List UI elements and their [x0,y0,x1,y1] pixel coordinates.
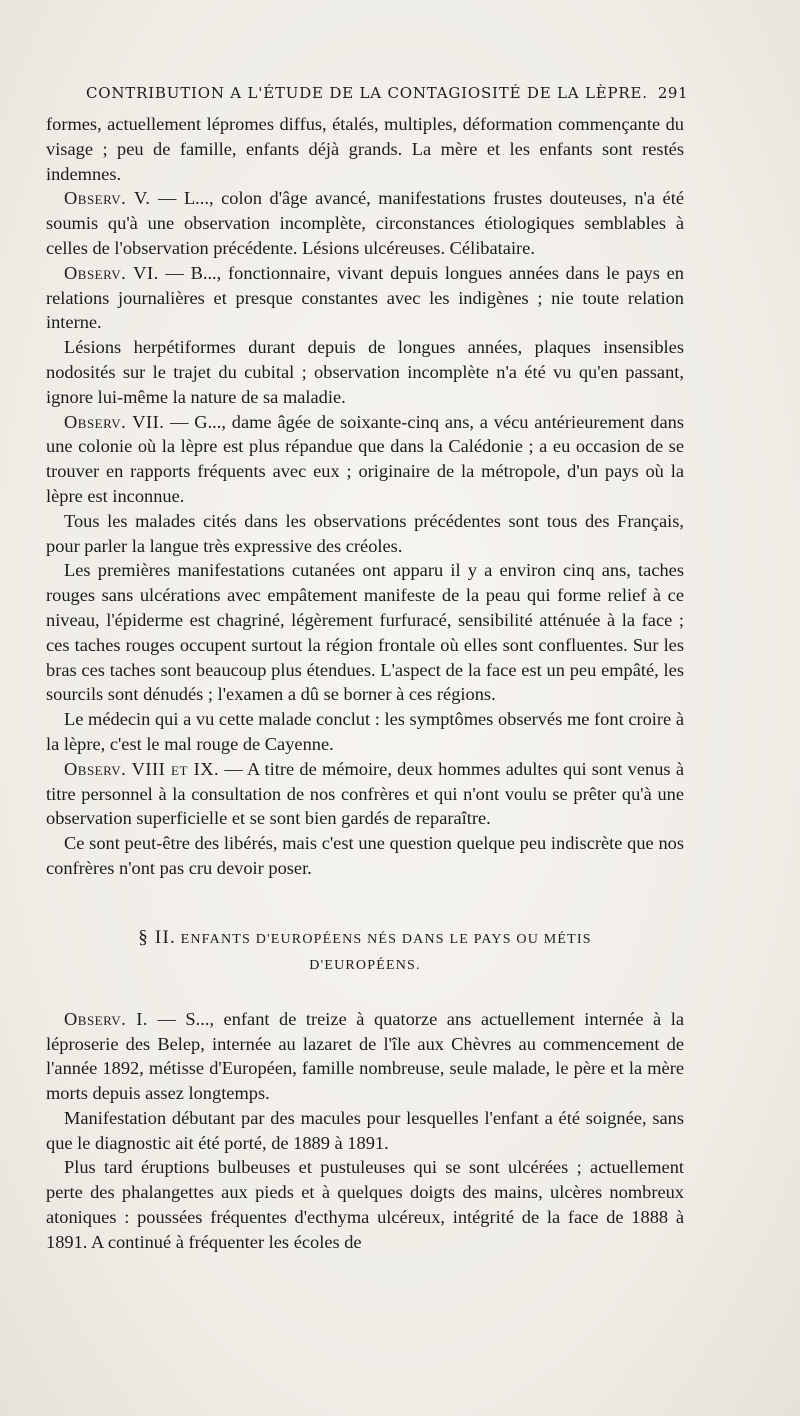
section-number: § II. [138,926,176,948]
paragraph: Manifestation débutant par des macules pour lesquelles l'enfant a été soignée, sans que le diagnostic ait été porté, de 1889 à 1891. [46,1107,684,1153]
paragraph-continuation: formes, actuellement lépromes diffus, étalés, multiples, déformation commençante du visage ; peu de famille, enfants déjà grands. La mère et les enfants sont restés indemnes. [46,114,684,184]
paragraph: Lésions herpétiformes durant depuis de longues années, plaques insensibles nodosités sur le trajet du cubital ; observation incomplète n'a été vu qu'en passant, ignore lui-même la nature de sa maladie. [46,337,684,407]
observation-5 [46,186,684,260]
paragraph: Tous les malades cités dans les observations précédentes sont tous des Français, pour parler la langue très expressive des créoles. [46,510,684,556]
observation-6 [46,261,684,335]
observation-label: Observ. VIII et IX. [64,758,220,779]
running-header [86,84,688,102]
observation-label: Observ. VI. [64,262,159,283]
section-heading-line-2: D'EUROPÉENS. [309,957,421,973]
running-title: CONTRIBUTION A L'ÉTUDE DE LA CONTAGIOSITÉ DE LA LÈPRE. [86,84,648,102]
observation-text: — A titre de mémoire, deux hommes adultes qui sont venus à titre personnel à la consultation de nos confrères et qui n'ont voulu se prêter qu'à une observation superficielle et se sont bien gardés de reparaître. [46,758,684,829]
section-title: ENFANTS D'EUROPÉENS NÉS DANS LE PAYS OU MÉTIS [180,931,592,947]
page-body [46,112,684,1255]
page-number: 291 [657,84,688,102]
section-heading-line-1 [46,925,684,953]
observation-label: Observ. I. [64,1008,148,1029]
paragraph: Les premières manifestations cutanées ont apparu il y a environ cinq ans, taches rouges sans ulcérations avec empâtement manifeste de la peau qui forme relief à ce niveau, l'épiderme est chagriné, légèrement furfuracé, sensibilité atténuée à la face ; ces taches rouges occupent surtout la région frontale où elles sont confluentes. Sur les bras ces taches sont beaucoup plus étendues. L'aspect de la face est un peu empâté, les sourcils sont dénudés ; l'examen a dû se borner à ces régions. [46,560,684,705]
paragraph: Plus tard éruptions bulbeuses et pustuleuses qui se sont ulcérées ; actuellement perte des phalangettes aux pieds et à quelques doigts des mains, ulcères nombreux atoniques : poussées fréquentes d'ecthyma ulcéreux, intégrité de la face de 1888 à 1891. A continué à fréquenter les écoles de [46,1157,684,1252]
observation-label: Observ. VII. [64,411,165,432]
observation-8-9 [46,757,684,831]
observation-7 [46,410,684,509]
observation-1 [46,1007,684,1106]
observation-text: — B..., fonctionnaire, vivant depuis longues années dans le pays en relations journalières et presque constantes avec les indigènes ; nie toute relation interne. [46,262,684,333]
observation-text: — S..., enfant de treize à quatorze ans actuellement internée à la léproserie des Belep, internée au lazaret de l'île aux Chèvres au commencement de l'année 1892, métisse d'Européen, famille nombreuse, seule malade, le père et la mère morts depuis assez longtemps. [46,1008,684,1104]
observation-text: — L..., colon d'âge avancé, manifestations frustes douteuses, n'a été soumis qu'à une observation incomplète, circonstances étiologiques semblables à celles de l'observation précédente. Lésions ulcéreuses. Célibataire. [46,188,684,258]
section-heading [46,925,684,979]
observation-text: — G..., dame âgée de soixante-cinq ans, a vécu antérieurement dans une colonie où la lèpre est plus répandue que dans la Calédonie ; a eu occasion de se trouver en rapports fréquents avec eux ; originaire de la métropole, d'un pays où la lèpre est inconnue. [46,411,684,506]
paragraph: Ce sont peut-être des libérés, mais c'est une question quelque peu indiscrète que nos confrères n'ont pas cru devoir poser. [46,833,684,878]
paragraph: Le médecin qui a vu cette malade conclut : les symptômes observés me font croire à la lèpre, c'est le mal rouge de Cayenne. [46,709,684,754]
observation-label: Observ. V. [64,188,151,209]
